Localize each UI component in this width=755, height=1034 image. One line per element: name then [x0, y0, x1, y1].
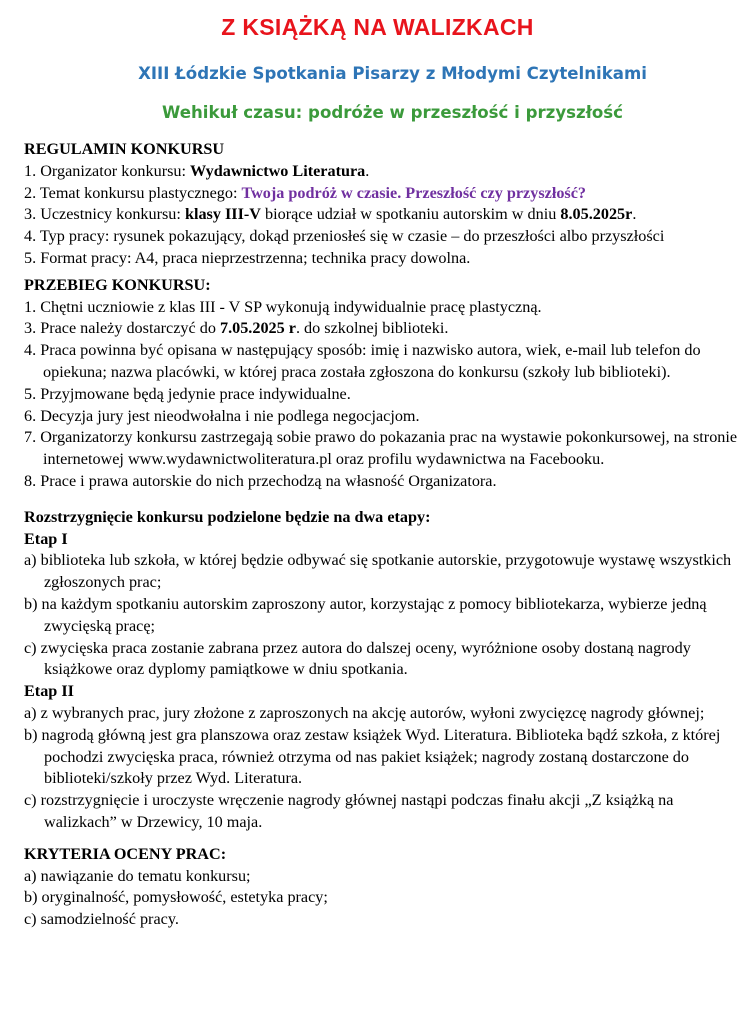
- przebieg-item-7: 7. Organizatorzy konkursu zastrzegają sobie prawo do pokazania prac na wystawie pokonkursowej, na stronie internetowej www.wydawnictwoliteratura.pl oraz profilu wydawnictwa na Facebooku.: [24, 428, 738, 469]
- event-subtitle: XIII Łódzkie Spotkania Pisarzy z Młodymi Czytelnikami: [138, 64, 647, 83]
- etap-1-item-a: a) biblioteka lub szkoła, w której będzie odbywać się spotkanie autorskie, przygotowuje wystawę wszystkich zgłoszonych prac;: [24, 551, 732, 592]
- etap-1-item-c: c) zwycięska praca zostanie zabrana przez autora do dalszej oceny, wyróżnione osoby dostaną nagrody książkowe oraz dyplomy pamiątkowe w dniu spotkania.: [24, 638, 691, 679]
- regulamin-item-5: 5. Format pracy: A4, praca nieprzestrzenna; technika pracy dowolna.: [24, 248, 471, 267]
- document-body: [24, 139, 744, 931]
- przebieg-item-3: 3. Prace należy dostarczyć do 7.05.2025 r. do szkolnej biblioteki.: [24, 319, 449, 338]
- etap-1-item-b: b) na każdym spotkaniu autorskim zaproszony autor, korzystając z pomocy bibliotekarza, wybierze jedną zwycięską pracę;: [24, 594, 707, 635]
- etap-2-item-b: b) nagrodą główną jest gra planszowa oraz zestaw książek Wyd. Literatura. Biblioteka bądź szkoła, z której pochodzi zwycięska praca, również otrzyma od nas pakiet książek; nagrody zostaną dostarczone do biblioteki/szkoły przez Wyd. Literatura.: [24, 725, 721, 788]
- etap-1-heading: Etap I: [24, 529, 68, 548]
- regulamin-item-4: 4. Typ pracy: rysunek pokazujący, dokąd przeniosłeś się w czasie – do przeszłości albo przyszłości: [24, 227, 665, 246]
- organizer-name: Wydawnictwo Literatura: [190, 161, 366, 180]
- page-title: Z KSIĄŻKĄ NA WALIZKACH: [221, 14, 534, 40]
- regulamin-item-1: 1. Organizator konkursu: Wydawnictwo Literatura.: [24, 161, 370, 180]
- regulamin-heading: REGULAMIN KONKURSU: [24, 140, 225, 158]
- przebieg-item-8: 8. Prace i prawa autorskie do nich przechodzą na własność Organizatora.: [24, 471, 497, 490]
- kryteria-item-b: b) oryginalność, pomysłowość, estetyka pracy;: [24, 888, 328, 907]
- przebieg-item-6: 6. Decyzja jury jest nieodwołalna i nie podlega negocjacjom.: [24, 406, 420, 425]
- contest-topic: Twoja podróż w czasie. Przeszłość czy przyszłość?: [241, 183, 586, 202]
- przebieg-heading: PRZEBIEG KONKURSU:: [24, 275, 211, 294]
- etap-2-item-c: c) rozstrzygnięcie i uroczyste wręczenie nagrody głównej nastąpi podczas finału akcji „Z książką na walizkach” w Drzewicy, 10 maja.: [24, 791, 674, 831]
- rozstrzygniecie-heading: Rozstrzygnięcie konkursu podzielone będzie na dwa etapy:: [24, 507, 431, 526]
- event-theme: Wehikuł czasu: podróże w przeszłość i przyszłość: [162, 103, 623, 122]
- deadline-date: 7.05.2025 r: [219, 319, 296, 338]
- kryteria-item-c: c) samodzielność pracy.: [24, 910, 179, 929]
- przebieg-item-1: 1. Chętni uczniowie z klas III - V SP wykonują indywidualnie pracę plastyczną.: [24, 297, 542, 316]
- etap-2-heading: Etap II: [24, 682, 74, 701]
- regulamin-item-3: 3. Uczestnicy konkursu: klasy III-V biorące udział w spotkaniu autorskim w dniu 8.05.2025r.: [24, 205, 637, 224]
- przebieg-item-5: 5. Przyjmowane będą jedynie prace indywidualne.: [24, 384, 351, 403]
- etap-2-item-a: a) z wybranych prac, jury złożone z zaproszonych na akcję autorów, wyłoni zwycięzcę nagrody głównej;: [24, 703, 705, 722]
- przebieg-item-4: 4. Praca powinna być opisana w następujący sposób: imię i nazwisko autora, wiek, e-mail lub telefon do opiekuna; nazwa placówki, w której praca została zgłoszona do konkursu (szkoły lub biblioteki).: [24, 341, 701, 381]
- regulamin-item-2: 2. Temat konkursu plastycznego: Twoja podróż w czasie. Przeszłość czy przyszłość?: [24, 183, 586, 202]
- kryteria-heading: KRYTERIA OCENY PRAC:: [24, 844, 227, 863]
- kryteria-item-a: a) nawiązanie do tematu konkursu;: [24, 866, 251, 885]
